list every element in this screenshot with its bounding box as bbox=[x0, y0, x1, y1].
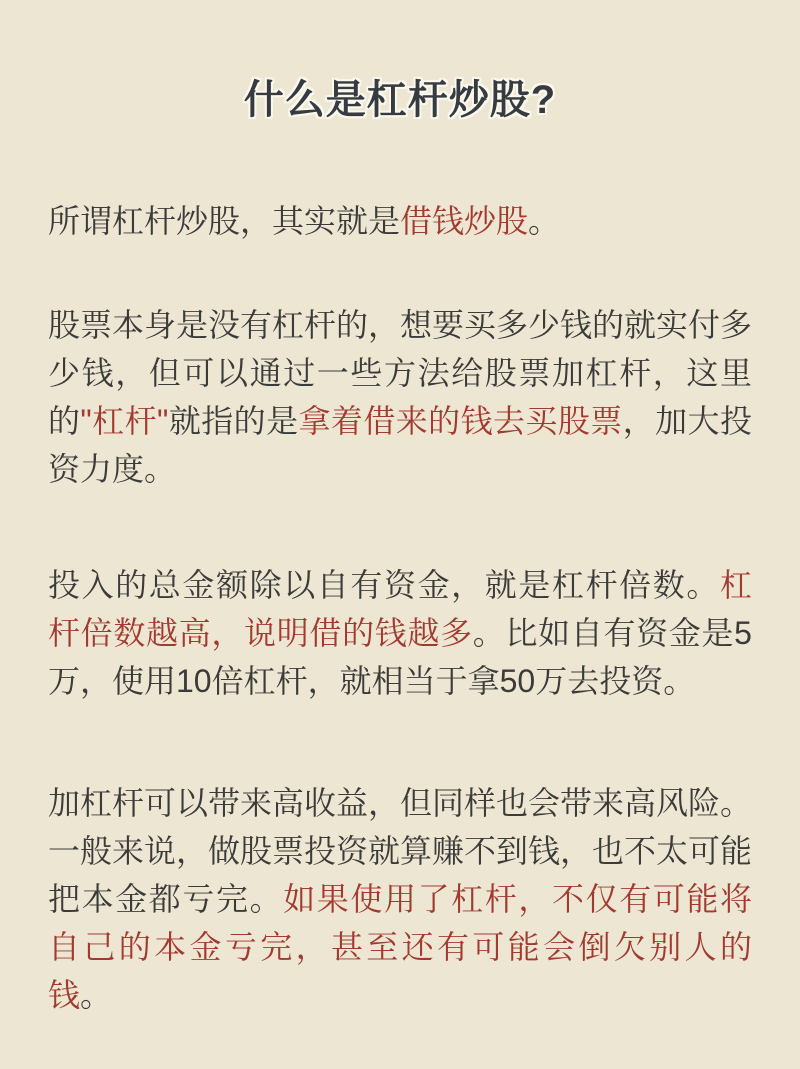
body-text: 。 bbox=[528, 203, 561, 239]
paragraph-3 bbox=[48, 561, 752, 705]
body-text: 所谓杠杆炒股，其实就是 bbox=[48, 203, 401, 239]
article-body bbox=[48, 197, 752, 1019]
body-text: 加杠杆可以带来高收益，但同样也会带来高风险。一般来说，做股票投资就算赚不到钱，也不太可能把本金都亏完。 bbox=[48, 785, 753, 917]
paragraph-1 bbox=[48, 197, 752, 245]
highlighted-text: "杠杆" bbox=[80, 403, 169, 439]
highlighted-text: 杠杆倍数越高，说明借的钱越多 bbox=[48, 567, 752, 651]
highlighted-text: 借钱炒股 bbox=[400, 203, 529, 239]
body-text: 。比如自有资金是5万，使用10倍杠杆，就相当于拿50万去投资。 bbox=[48, 615, 752, 699]
paragraph-4 bbox=[48, 779, 752, 1019]
body-text: 就指的是 bbox=[168, 403, 299, 439]
body-text: 投入的总金额除以自有资金，就是杠杆倍数。 bbox=[48, 567, 720, 603]
page-title: 什么是杠杆炒股? bbox=[243, 78, 557, 122]
body-text: 。 bbox=[80, 977, 113, 1013]
paragraph-2 bbox=[48, 301, 752, 493]
body-text: ，加大投资力度。 bbox=[48, 403, 752, 487]
highlighted-text: 如果使用了杠杆，不仅有可能将自己的本金亏完，甚至还有可能会倒欠别人的钱 bbox=[48, 881, 752, 1013]
highlighted-text: 拿着借来的钱去买股票 bbox=[298, 403, 623, 439]
body-text: 股票本身是没有杠杆的，想要买多少钱的就实付多少钱，但可以通过一些方法给股票加杠杆，这里的 bbox=[48, 307, 753, 439]
